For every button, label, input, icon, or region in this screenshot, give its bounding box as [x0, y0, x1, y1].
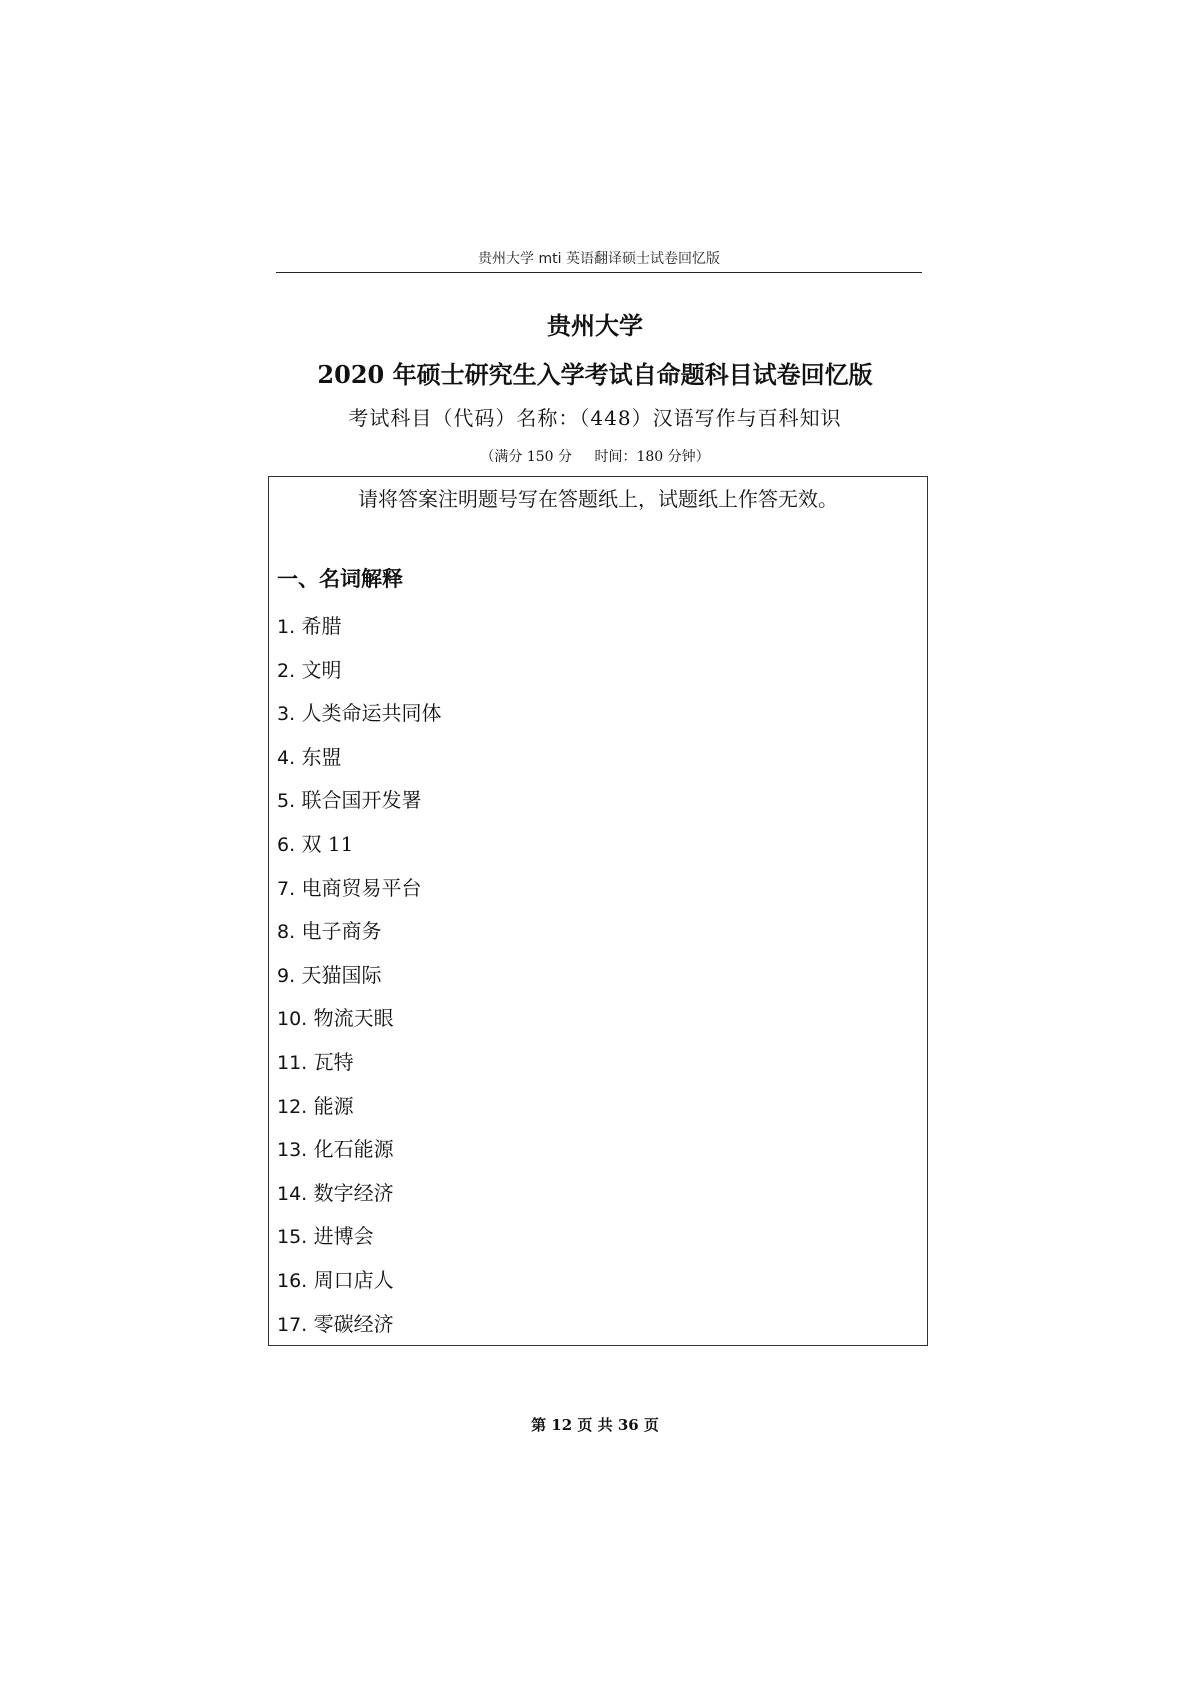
list-item [277, 649, 442, 693]
term-list [277, 605, 442, 1346]
term-text: 物流天眼 [313, 1006, 394, 1031]
list-item [277, 1259, 442, 1303]
term-number: 16. [277, 1269, 308, 1292]
list-item [277, 1128, 442, 1172]
term-text: 瓦特 [313, 1049, 354, 1074]
term-number: 10. [277, 1008, 308, 1031]
term-number: 12. [277, 1095, 308, 1118]
term-number: 14. [277, 1182, 308, 1205]
term-number: 15. [277, 1226, 308, 1249]
term-number: 13. [277, 1139, 308, 1162]
section-heading: 一、名词解释 [277, 566, 403, 591]
term-text: 能源 [313, 1093, 354, 1118]
term-number: 7. [277, 877, 296, 900]
exam-time: 时间：180 分钟） [594, 449, 710, 465]
list-item [277, 692, 442, 736]
term-text: 周口店人 [313, 1267, 394, 1292]
list-item [277, 997, 442, 1041]
header-rule [276, 272, 922, 273]
running-header: 贵州大学 mti 英语翻译硕士试卷回忆版 [478, 251, 720, 267]
term-text: 零碳经济 [313, 1311, 394, 1336]
term-text: 文明 [301, 657, 342, 682]
subject-line: 考试科目（代码）名称：（448）汉语写作与百科知识 [348, 406, 842, 430]
term-text: 进博会 [313, 1224, 374, 1249]
list-item [277, 823, 442, 867]
term-text: 人类命运共同体 [301, 701, 442, 726]
term-text: 天猫国际 [301, 962, 382, 987]
exam-title: 2020 年硕士研究生入学考试自命题科目试卷回忆版 [317, 360, 873, 389]
list-item [277, 954, 442, 998]
instruction: 请将答案注明题号写在答题纸上，试题纸上作答无效。 [358, 487, 838, 511]
list-item [277, 605, 442, 649]
term-number: 4. [277, 746, 296, 769]
list-item [277, 1085, 442, 1129]
term-number: 9. [277, 964, 296, 987]
school-title: 贵州大学 [547, 311, 643, 340]
term-number: 1. [277, 616, 296, 638]
term-number: 3. [277, 703, 296, 726]
term-text: 电子商务 [301, 919, 382, 944]
term-text: 电商贸易平台 [301, 875, 422, 900]
term-text: 联合国开发署 [301, 788, 422, 813]
term-text: 希腊 [301, 614, 342, 638]
term-number: 2. [277, 659, 296, 682]
list-item [277, 910, 442, 954]
term-number: 8. [277, 921, 296, 944]
list-item [277, 1172, 442, 1216]
term-number: 17. [277, 1313, 308, 1336]
list-item [277, 736, 442, 780]
page-footer: 第 12 页 共 36 页 [531, 1416, 659, 1434]
term-number: 11. [277, 1051, 308, 1074]
term-text: 化石能源 [313, 1137, 394, 1162]
term-number: 6. [277, 833, 296, 856]
term-text: 双 11 [301, 831, 354, 856]
term-text: 数字经济 [313, 1180, 394, 1205]
full-score: （满分 150 分 [480, 449, 572, 465]
score-info [0, 446, 1190, 466]
answer-box [268, 476, 928, 1346]
list-item [277, 1215, 442, 1259]
term-number: 5. [277, 790, 296, 813]
list-item [277, 1041, 442, 1085]
list-item [277, 867, 442, 911]
term-text: 东盟 [301, 744, 342, 769]
list-item [277, 1303, 442, 1347]
list-item [277, 779, 442, 823]
